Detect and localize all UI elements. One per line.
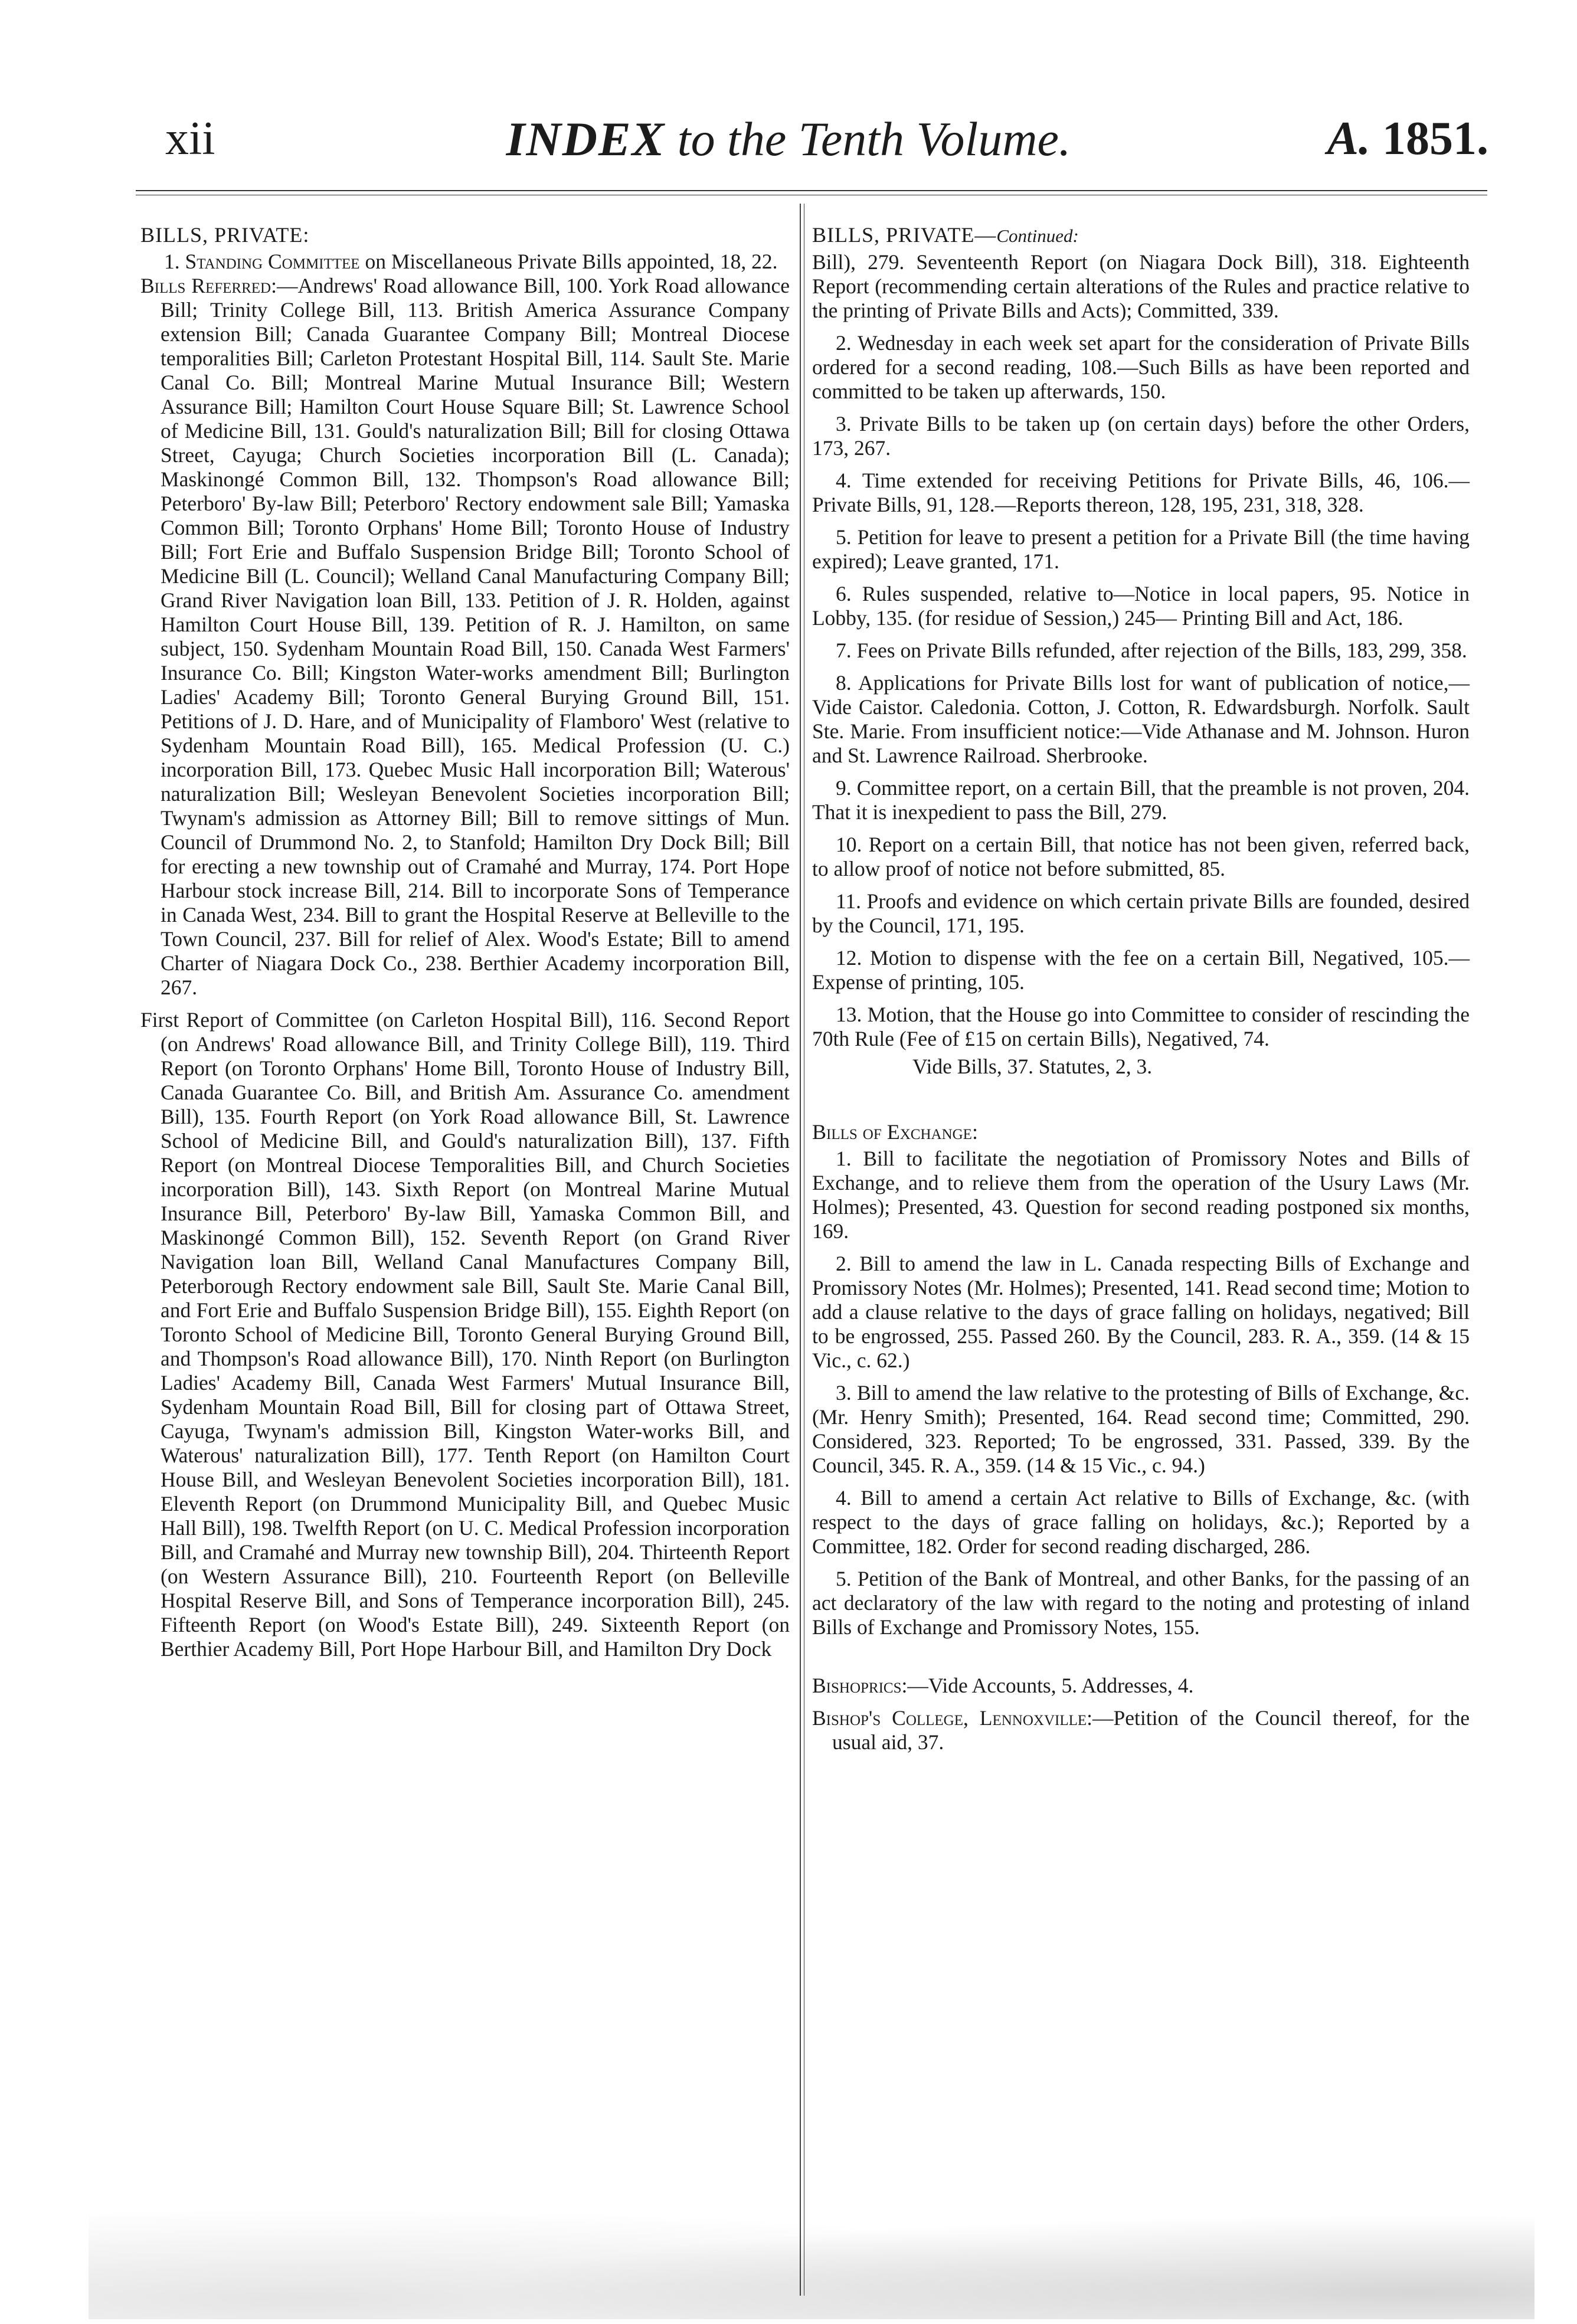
year-value: 1851.: [1382, 113, 1488, 165]
bishops-college-text: —Petition of the Council thereof, for the usual aid, 37.: [832, 1706, 1470, 1754]
continued-label: Continued:: [996, 225, 1079, 246]
private-bills-item: 2. Wednesday in each week set apart for the consideration of Private Bills ordered for a second reading, 108.—Such Bills as have been reported and committed to be taken up afterwards, 150.: [812, 331, 1470, 403]
exchange-item: 4. Bill to amend a certain Act relative to Bills of Exchange, &c. (with respect to the days of grace falling on holidays, &c.); Reported by a Committee, 182. Order for second reading discharged, 286.: [812, 1486, 1470, 1558]
page-number: xii: [165, 113, 215, 165]
section-gap: [812, 1079, 1470, 1120]
continued-heading: BILLS, PRIVATE—: [812, 223, 997, 247]
standing-committee-text: on Miscellaneous Private Bills appointed, 18, 22.: [365, 250, 778, 273]
section-heading-bills-private: BILLS, PRIVATE:: [140, 223, 310, 247]
bills-referred-label: Bills Referred:: [140, 274, 277, 297]
standing-committee-label: Standing Committee: [185, 250, 360, 273]
title-rest: to the Tenth Volume.: [677, 112, 1071, 166]
section-heading-bills-of-exchange: Bills of Exchange:: [812, 1120, 978, 1144]
paper-smudge: [89, 2184, 1535, 2319]
exchange-item: 5. Petition of the Bank of Montreal, and other Banks, for the passing of an act declaratory of the law with regard to the noting and protesting of inland Bills of Exchange and Promissory Notes, 155.: [812, 1567, 1470, 1639]
bishoprics-label: Bishoprics:: [812, 1674, 908, 1697]
private-bills-item: 7. Fees on Private Bills refunded, after rejection of the Bills, 183, 299, 358.: [836, 639, 1467, 662]
column-divider: [800, 204, 801, 2296]
year-letter: A.: [1327, 113, 1370, 165]
private-bills-item: 10. Report on a certain Bill, that notice has not been given, referred back, to allow proof of notice not before submitted, 85.: [812, 833, 1470, 880]
exchange-item: 1. Bill to facilitate the negotiation of Promissory Notes and Bills of Exchange, and to relieve them from the operation of the Usury Laws (Mr. Holmes); Presented, 43. Question for second reading postponed six months, 169.: [812, 1147, 1470, 1243]
bills-referred-text: —Andrews' Road allowance Bill, 100. York Road allowance Bill; Trinity College Bill, 113. British America Assurance Company extension Bill; Canada Guarantee Company Bill; Montreal Diocese temporalities Bill; Carleton Protestant Hospital Bill, 114. Sault Ste. Marie Canal Co. Bill; Montreal Marine Mutual Insurance Bill; Western Assurance Bill; Hamilton Court House Square Bill; St. Lawrence School of Medicine Bill, 131. Gould's naturalization Bill; Bill for closing Ottawa Street, Cayuga; Church Societies incorporation Bill (L. Canada); Maskinongé Common Bill, 132. Thompson's Road allowance Bill; Peterboro' By-law Bill; Peterboro' Rectory endowment sale Bill; Yamaska Common Bill; Toronto Orphans' Home Bill; Toronto House of Industry Bill; Fort Erie and Buffalo Suspension Bridge Bill; Toronto School of Medicine Bill (L. Council); Welland Canal Manufacturing Company Bill; Grand River Navigation loan Bill, 133. Petition of J. R. Holden, against Hamilton Court House Bill, 139. Petition of R. J. Hamilton, on same subject, 150. Sydenham Mountain Road Bill, 150. Canada West Farmers' Insurance Co. Bill; Kingston Water-works amendment Bill; Burlington Ladies' Academy Bill; Toronto General Burying Ground Bill, 151. Petitions of J. D. Hare, and of Municipality of Flamboro' West (relative to Sydenham Mountain Road Bill), 165. Medical Profession (U. C.) incorporation Bill, 173. Quebec Music Hall incorporation Bill; Waterous' naturalization Bill; Wesleyan Benevolent Societies incorporation Bill; Twynam's admission as Attorney Bill; Bill to remove sittings of Mun. Council of Drummond No. 2, to Stanfold; Hamilton Dry Dock Bill; Bill for erecting a new township out of Cramahé and Murray, 174. Port Hope Harbour stock increase Bill, 214. Bill to incorporate Sons of Temperance in Canada West, 234. Bill to grant the Hospital Reserve at Belleville to the Town Council, 237. Bill for relief of Alex. Wood's Estate; Bill to amend Charter of Niagara Dock Co., 238. Berthier Academy incorporation Bill, 267.: [161, 274, 790, 999]
committee-reports-entry: First Report of Committee (on Carleton Hospital Bill), 116. Second Report (on Andrews' Road allowance Bill, and Trinity College Bill), 119. Third Report (on Toronto Orphans' Home Bill, Toronto House of Industry Bill, Canada Guarantee Co. Bill, and British Am. Assurance Co. amendment Bill), 135. Fourth Report (on York Road allowance Bill, St. Lawrence School of Medicine Bill, and Gould's naturalization Bill), 137. Fifth Report (on Montreal Diocese Temporalities Bill, and Church Societies incorporation Bill), 143. Sixth Report (on Montreal Marine Mutual Insurance Bill, Peterboro' By-law Bill, Yamaska Common Bill, and Maskinongé Common Bill), 152. Seventh Report (on Grand River Navigation loan Bill, Welland Canal Manufactures Company Bill, Peterborough Rectory endowment sale Bill, Sault Ste. Marie Canal Bill, and Fort Erie and Buffalo Suspension Bridge Bill), 155. Eighth Report (on Toronto School of Medicine Bill, Toronto General Burying Ground Bill, and Thompson's Road allowance Bill), 170. Ninth Report (on Burlington Ladies' Academy Bill, Canada West Farmers' Mutual Insurance Bill, Sydenham Mountain Road Bill, Bill for closing part of Ottawa Street, Cayuga, Twynam's admission Bill, Kingston Water-works Bill, and Waterous' naturalization Bill), 177. Tenth Report (on Hamilton Court House Bill, and Wesleyan Benevolent Societies incorporation Bill), 181. Eleventh Report (on Drummond Municipality Bill, and Quebec Music Hall Bill), 198. Twelfth Report (on U. C. Medical Profession incorporation Bill, and Cramahé and Murray new township Bill), 204. Thirteenth Report (on Western Assurance Bill), 210. Fourteenth Report (on Belleville Hospital Reserve Bill, and Sons of Temperance incorporation Bill), 245. Fifteenth Report (on Wood's Estate Bill), 249. Sixteenth Report (on Berthier Academy Bill, Port Hope Harbour Bill, and Hamilton Dry Dock: [140, 1008, 790, 1661]
reports-continued: Bill), 279. Seventeenth Report (on Niagara Dock Bill), 318. Eighteenth Report (recommending certain alterations of the Rules and practice relative to the printing of Private Bills and Acts); Committed, 339.: [812, 250, 1470, 322]
private-bills-item: 9. Committee report, on a certain Bill, that the preamble is not proven, 204. That it is inexpedient to pass the Bill, 279.: [812, 776, 1470, 824]
bills-referred-entry: [140, 274, 790, 1000]
exchange-item: 2. Bill to amend the law in L. Canada respecting Bills of Exchange and Promissory Notes (Mr. Holmes); Presented, 141. Read second time; Motion to add a clause relative to the days of grace falling on holidays, negatived; Bill to be engrossed, 255. Passed 260. By the Council, 283. R. A., 359. (14 & 15 Vic., c. 62.): [812, 1252, 1470, 1372]
private-bills-item: 8. Applications for Private Bills lost for want of publication of notice,—Vide Caistor. Caledonia. Cotton, J. Cotton, R. Edwardsburgh. Norfolk. Sault Ste. Marie. From insufficient notice:—Vide Athanase and M. Johnson. Huron and St. Lawrence Railroad. Sherbrooke.: [812, 671, 1470, 767]
private-bills-item: 3. Private Bills to be taken up (on certain days) before the other Orders, 173, 267.: [812, 412, 1470, 460]
title-index: INDEX: [506, 112, 666, 166]
standing-committee-entry: [140, 250, 790, 274]
section-gap: [812, 1639, 1470, 1674]
bishops-college-label: Bishop's College, Lennoxville:: [812, 1706, 1093, 1730]
private-bills-item: 13. Motion, that the House go into Committee to consider of rescinding the 70th Rule (Fee of £15 on certain Bills), Negatived, 74.: [812, 1003, 1470, 1050]
page-year: [1327, 113, 1488, 165]
vide-reference: Vide Bills, 37. Statutes, 2, 3.: [912, 1055, 1153, 1078]
entry-number: 1.: [164, 250, 180, 273]
header-rule: [136, 190, 1487, 191]
bishoprics-entry: [812, 1674, 1470, 1698]
right-column: [812, 223, 1470, 1755]
exchange-item: 3. Bill to amend the law relative to the protesting of Bills of Exchange, &c. (Mr. Henry Smith); Presented, 164. Read second time; Committed, 290. Considered, 323. Reported; To be engrossed, 331. Passed, 339. By the Council, 345. R. A., 359. (14 & 15 Vic., c. 94.): [812, 1381, 1470, 1477]
private-bills-item: 6. Rules suspended, relative to—Notice in local papers, 95. Notice in Lobby, 135. (for residue of Session,) 245— Printing Bill and Act, 186.: [812, 582, 1470, 630]
page-header: [0, 0, 1577, 177]
private-bills-item: 12. Motion to dispense with the fee on a certain Bill, Negatived, 105.—Expense of printing, 105.: [812, 946, 1470, 994]
private-bills-item: 5. Petition for leave to present a petition for a Private Bill (the time having expired); Leave granted, 171.: [812, 525, 1470, 573]
private-bills-item: 4. Time extended for receiving Petitions for Private Bills, 46, 106.—Private Bills, 91, 128.—Reports thereon, 128, 195, 231, 318, 328.: [812, 469, 1470, 516]
section-heading-continued: [812, 223, 1470, 248]
bishoprics-text: —Vide Accounts, 5. Addresses, 4.: [907, 1674, 1194, 1697]
left-column: [140, 223, 790, 1661]
bishops-college-entry: [812, 1706, 1470, 1755]
private-bills-item: 11. Proofs and evidence on which certain private Bills are founded, desired by the Council, 171, 195.: [812, 889, 1470, 937]
